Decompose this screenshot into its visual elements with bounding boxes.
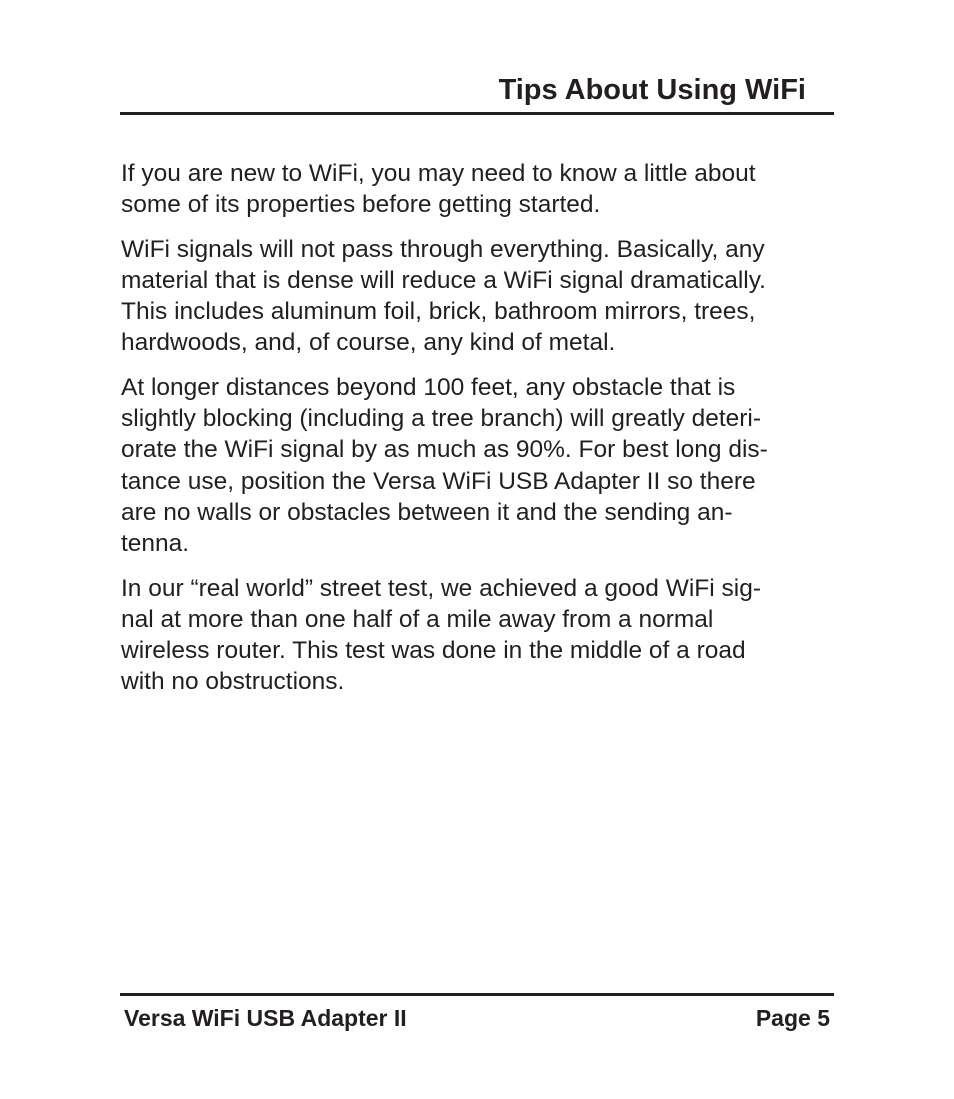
footer-page-number: Page 5 <box>755 1005 830 1031</box>
page-footer <box>120 993 834 1036</box>
page-title: Tips About Using WiFi <box>498 74 806 106</box>
paragraph-distance: At longer distances beyond 100 feet, any obstacle that is slightly blocking (including a tree branch) will greatly deteri- orate the WiFi signal by as much as 90%. For best long dis- tance use, position the Versa WiFi USB Adapter II so there are no walls or obstacles between it and the sending an- tenna. <box>121 373 768 558</box>
page-header <box>120 70 834 115</box>
paragraph-intro: If you are new to WiFi, you may need to know a little about some of its properties before getting started. <box>121 160 756 219</box>
paragraph-materials: WiFi signals will not pass through everything. Basically, any material that is dense will reduce a WiFi signal dramatically. This includes aluminum foil, brick, bathroom mirrors, trees, hardwoods, and, of course, any kind of metal. <box>121 235 766 357</box>
body-text <box>121 158 833 711</box>
paragraph-street-test: In our “real world” street test, we achieved a good WiFi sig- nal at more than one half of a mile away from a normal wireless router. This test was done in the middle of a road with no obstructions. <box>121 574 761 696</box>
footer-product-name: Versa WiFi USB Adapter II <box>124 1005 407 1031</box>
